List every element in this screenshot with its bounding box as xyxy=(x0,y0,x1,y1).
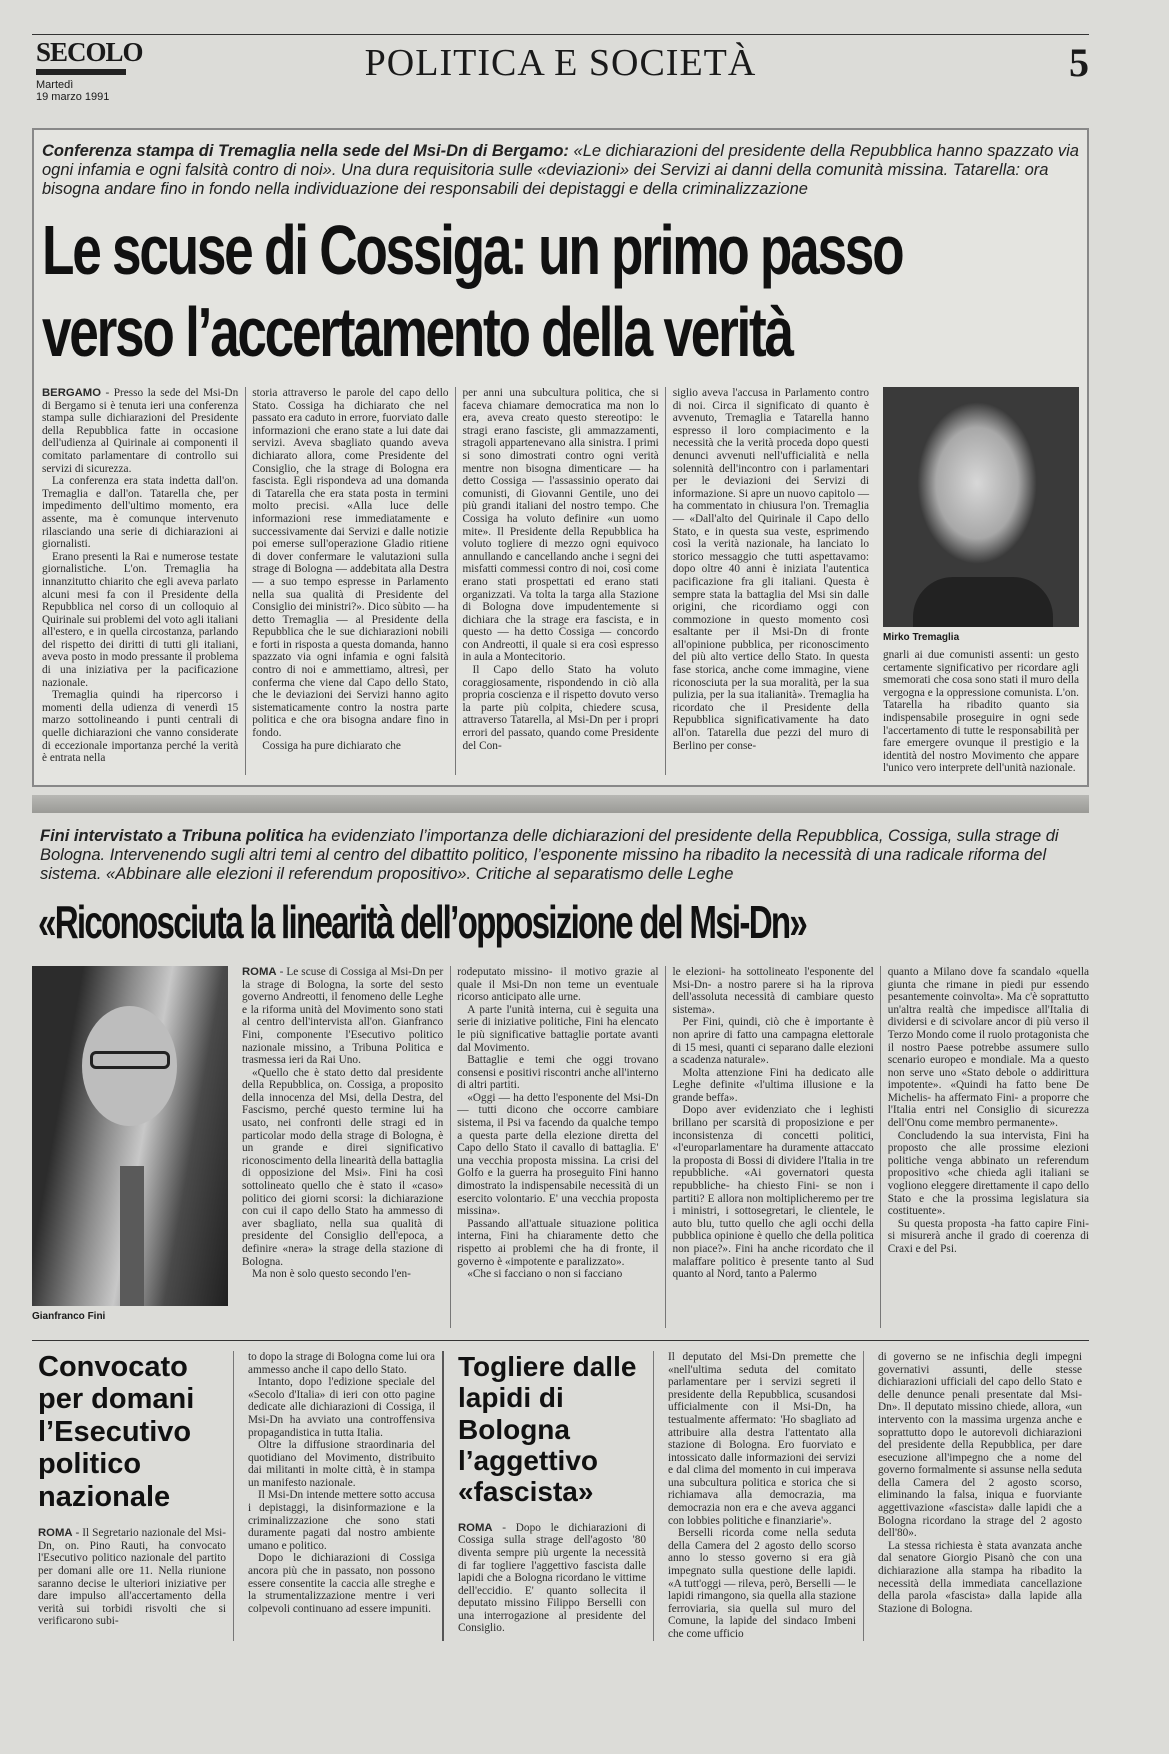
paragraph: La stessa richiesta è stata avanzata anche dal senatore Giorgio Pisanò che con una dichiarazione alla stampa ha ribadito la necessità della immediata cancellazione della parola «fascista» dalla lapide alla Stazione di Bologna. xyxy=(878,1539,1082,1615)
paragraph: Il deputato del Msi-Dn premette che «nell'ultima seduta del comitato parlamentare per i servizi segreti il presidente della Repubblica, scusandosi ufficialmente con il Msi-Dn, ha testualmente affermato: 'Ho sbagliato ad attribuire alla destra l'attentato alla stazione di Bologna. Ero fuorviato e intossicato dalle informazioni dei servizi e dal clima del momento in cui imperava una subcultura politica e storica che si richiamava alla democrazia, ma democrazia non era e che aveva agganci con lobbies politiche e finanziarie'». xyxy=(668,1350,856,1527)
dateline: BERGAMO xyxy=(42,387,101,399)
paragraph: Cossiga ha pure dichiarato che xyxy=(262,739,401,752)
paragraph: A parte l'unità interna, cui è seguita una serie di iniziative politiche, Fini ha elencato le più significative battaglie portate avanti dal Movimento. xyxy=(457,1003,659,1054)
paragraph: to dopo la strage di Bologna come lui ora ammesso anche il capo dello Stato. xyxy=(248,1350,435,1376)
article2-headline xyxy=(32,894,1089,952)
deck-lead: Conferenza stampa di Tremaglia nella sede del Msi-Dn di Bergamo: xyxy=(42,142,569,160)
paragraph-text: - Le scuse di Cossiga al Msi-Dn per la strage di Bologna, la sorte del sesto governo Andreotti, il fenomeno delle Leghe e la riforma unità del Movimento sono stati al centro dell'intervista all'on. Gianfranco Fini, componente l'Esecutivo politico nazionale missino, a Tribuna Politica e trasmessa ieri da Rai Uno. xyxy=(242,965,444,1067)
paragraph: Oltre la diffusione straordinaria del quotidiano del Movimento, distribuito dai militanti in molte città, è in stampa un manifesto nazionale. xyxy=(248,1439,435,1489)
paragraph: Erano presenti la Rai e numerose testate giornalistiche. L'on. Tremaglia ha innanzitutto chiarito che egli aveva parlato alcuni mesi fa con il Presidente della Repubblica nel corso di un colloquio al Quirinale sui problemi del voto agli italiani all'estero, e in quella circostanza, parlando del rispetto dei diritti di tutti gli italiani, aveva posto in modo pressante il problema di una iniziativa per la pacificazione nazionale. xyxy=(42,550,239,689)
paragraph: storia attraverso le parole del capo dello Stato. Cossiga ha dichiarato che nel passato era caduto in errore, fuorviato dalle informazioni che erano state a lui date dai servizi. Aveva sbagliato quando aveva dichiarato allora, come Presidente del Consiglio, che la strage di Bologna era fascista. Egli rispondeva ad una domanda di Tatarella che era stata posta in termini molto precisi. «Alla luce delle informazioni rese immediatamente e successivamente dai Servizi e dalle notizie poi emerse sull'operazione Gladio ritiene di dover confermare le valutazioni sulla strage di Bologna — addebitata alla Destra — a suo tempo espresse in Parlamento nella sua qualità di Presidente del Consiglio dei ministri?». Dico sùbito — ha detto Tremaglia — al Presidente della Repubblica che le sue dichiarazioni nobili e forti in risposta a questa domanda, hanno spazzato via ogni infamia e ogni falsità contro di noi e ammettiamo, altresì, per conferma che viene dal Capo dello Stato, che le deviazioni dei Servizi hanno agito sistematicamente contro la nostra parte politica e che ora bisogna andare fino in fondo. xyxy=(252,387,449,740)
deck-rest: «Le dichiarazioni del presidente della Repubblica hanno spazzato via ogni infamia e ogni falsità contro di noi». Una dura requisitoria sulle «deviazioni» dei Servizi ai danni della comunità missina. Tatarella: ora bisogna andare fino in fondo nella individuazione dei responsabili dei depistaggi e della criminalizzazione xyxy=(42,142,1079,198)
article1-column-5 xyxy=(883,649,1079,775)
article3-column-2 xyxy=(248,1351,444,1641)
paragraph: gnarli ai due comunisti assenti: un gesto certamente significativo per ricordare agli smemorati che cosa sono stati il muro della vergogna e la oppressione comunista. L'on. Tatarella ha ribadito quanto sia indispensabile proseguire in ogni sede l'accertamento di tutte le responsabilità per fare emergere ovunque il prestigio e la identità del nostro Movimento che appare l'unico vero interprete dell'unità nazionale. xyxy=(883,649,1079,775)
issue-day: Martedì xyxy=(36,79,74,91)
headline-line: verso l’accertamento della verità xyxy=(42,293,792,371)
paragraph: Battaglie e temi che oggi trovano consensi e positivi riscontri anche all'interno di altri partiti. xyxy=(457,1054,659,1092)
paragraph: Su questa proposta -ha fatto capire Fini- si misurerà anche il grado di coerenza di Craxi e del Psi. xyxy=(887,1217,1089,1255)
paragraph: quanto a Milano dove fa scandalo «quella giunta che rimane in piedi pur essendo pesantemente coinvolta». Ma c'è soprattutto un'altra realtà che impedisce all'Italia di dividersi e di scivolare ancor di più verso il Terzo Mondo come il ruolo protagonista che il nostro Paese potrebbe assumere sullo scenario europeo e mondiale. Ma a questo non serve uno «Stato debole o addirittura impotente». «Quindi ha fatto bene De Michelis- ha affermato Fini- a proporre che l'Italia entri nel Consiglio di sicurezza dell'Onu come membro permanente». xyxy=(887,965,1089,1130)
photo-gianfranco-fini xyxy=(32,966,228,1306)
paragraph xyxy=(242,966,443,1067)
paragraph: siglio aveva l'accusa in Parlamento contro di noi. Circa il significato di quanto è avvenuto, Tremaglia e Tatarella hanno espresso il loro compiacimento e la necessità che la verità proceda dopo questi denunci avvenuti nell'ufficialità e nella solennità dell'incontro con i parlamentari per le deviazioni dei Servizi di informazione. Si apre un nuovo capitolo — ha commentato in chiusura l'on. Tremaglia — «Dall'alto del Quirinale il Capo dello Stato, e in questa sua veste, esprimendo così la verità nazionale, ha lanciato lo storico messaggio che tutti aspettavamo: dopo oltre 40 anni è iniziata l'autentica pacificazione fra gli italiani. Questa è sempre stata la battaglia del Msi sin dalle origini, che ricordiamo oggi con commozione in questo momento così esaltante per il Msi-Dn di fronte all'opinione pubblica, per riconoscimento del più alto vertice dello Stato. In questa fase storica, anche come immagine, viene riconosciuta per la sua moralità, per la sua pulizia, per la sua italianità». Tremaglia ha ricordato che il Presidente della Repubblica significativamente ha dato all'on. Tatarella due pezzi del muro di Berlino per conse- xyxy=(672,387,869,752)
section-title: POLITICA E SOCIETÀ xyxy=(364,42,757,84)
article2-body xyxy=(242,966,1089,1328)
paragraph: «Che si facciano o non si facciano xyxy=(467,1268,623,1281)
article3-headline: Convocato per domani l’Esecutivo politico nazionale xyxy=(38,1350,195,1513)
paragraph: Dopo aver evidenziato che i leghisti brillano per scarsità di proposizione e per inconsistenza di concetti politici, «l'europarlamentare ha duramente attaccato la proposta di Bossi di dividere l'Italia in tre repubbliche. «Ai governatori questa repubbliche- ha chiesto Fini- se non i partiti? E allora non moltiplicheremo per tre i ministri, i sottosegretari, le clientele, le auto blu, tutto quello che agli occhi della pubblica opinione è quello che della politica non piace?». Fini ha anche ricordato che il malaffare politico è presente tanto al Sud quanto al Nord, tanto a Palermo xyxy=(672,1104,874,1281)
article2-photo-block xyxy=(32,966,228,1328)
dateline: ROMA xyxy=(242,965,277,978)
paragraph: Concludendo la sua intervista, Fini ha proposto che alle prossime elezioni politiche venga abbinato un referendum propositivo «che chieda agli italiani se vogliono eleggere direttamente il capo dello Stato e che la prossima legislatura sia costituente». xyxy=(887,1129,1089,1218)
headline-line: «Riconosciuta la linearità dell’opposizione del Msi-Dn» xyxy=(38,895,807,948)
paragraph xyxy=(42,387,238,475)
article4-column-3 xyxy=(878,1351,1089,1641)
article3-column-1 xyxy=(38,1351,234,1641)
article2-deck xyxy=(32,827,1089,884)
paragraph xyxy=(458,1522,646,1635)
paragraph: «Oggi — ha detto l'esponente del Msi-Dn — tutti dicono che occorre cambiare sistema, il Psi va facendo da qualche tempo a questa parte della elezione diretta del Capo dello Stato il cavallo di battaglia. E' una vecchia proposta missina. La crisi del Golfo e la guerra ha proseguito Fini hanno dimostrato la indispensabile necessità di un esercito volontario. E' una vecchia proposta missina». xyxy=(457,1091,659,1218)
paragraph: Dopo le dichiarazioni di Cossiga ancora più che in passato, non possono essere consentite la caccia alle streghe e la strumentalizzazione mentre i veri colpevoli continuano ad essere impuniti. xyxy=(248,1552,435,1615)
paragraph: rodeputato missino- il motivo grazie al quale il Msi-Dn non teme un eventuale ricorso anticipato alle urne. xyxy=(457,965,659,1004)
paragraph xyxy=(38,1527,226,1628)
photo-mirko-tremaglia xyxy=(883,387,1079,627)
paragraph: per anni una subcultura politica, che si faceva chiamare democratica ma non lo era, aveva creato questo stereotipo: le stragi erano fasciste, gli ammazzamenti, stragoli appartenevano alla sinistra. I primi si sono dimostrati contro ogni verità mentre non bisogna dimenticare — ha detto Cossiga — l'assassinio operato dai comunisti, di Giovanni Gentile, uno dei più grandi italiani del nostro tempo. Che Cossiga ha voluto definire «un uomo mite». Il Presidente della Repubblica ha voluto togliere di mezzo ogni equivoco annullando e cancellando anche i segni dei misfatti commessi contro di noi, così come erano stati prospettati ed erano stati organizzati. Va tolta la targa alla Stazione di Bologna dove impudentemente si dichiara che la strage era fascista, e in questo — ha detto Cossiga — concordo con Andreotti, il quale si era così espresso in aula a Montecitorio. xyxy=(462,387,659,664)
page-number: 5 xyxy=(1069,40,1089,85)
deck-lead: Fini intervistato a Tribuna politica xyxy=(40,826,304,845)
article4-column-1 xyxy=(458,1351,654,1641)
paragraph: Intanto, dopo l'edizione speciale del «Secolo d'Italia» di ieri con otto pagine dedicate alle dichiarazioni di Cossiga, il Msi-Dn ha avviato una controffensiva propagandistica in tutta Italia. xyxy=(248,1376,435,1439)
paragraph: La conferenza era stata indetta dall'on. Tremaglia e dall'on. Tatarella che, per impedimento dell'ultimo momento, era assente, ma è comunque intervenuto rilasciando una serie di dichiarazioni ai giornalisti. xyxy=(42,475,239,551)
newspaper-logo: SECOLO xyxy=(36,37,143,67)
paragraph: Per Fini, quindi, ciò che è importante è non aprire di fatto una campagna elettorale di 15 mesi, quanti ci separano dalle elezioni a scadenza naturale». xyxy=(672,1016,874,1067)
article4-headline: Togliere dalle lapidi di Bologna l’aggettivo «fascista» xyxy=(458,1350,637,1508)
article-tremaglia xyxy=(32,128,1089,787)
headline-line: Le scuse di Cossiga: un primo passo xyxy=(42,211,903,289)
paragraph-text: - Presso la sede del Msi-Dn di Bergamo si è tenuta ieri una conferenza stampa sulle dichiarazioni del Presidente della Repubblica fatte in occasione dell'udienza al Quirinale ai componenti il comitato parlamentare di controllo sui servizi di sicurezza. xyxy=(42,387,239,475)
article1-body xyxy=(42,387,869,775)
paragraph: Il Capo dello Stato ha voluto coraggiosamente, rispondendo in ciò alla propria coscienza e il rispetto dovuto verso la parte più colpita, chiedere scusa, attraverso Tatarella, al Msi-Dn per i propri errori del passato, quando come Presidente del Con- xyxy=(462,664,659,752)
paragraph: Ma non è solo questo secondo l'en- xyxy=(252,1268,411,1281)
paragraph: «Quello che è stato detto dal presidente della Repubblica, on. Cossiga, a proposito della innocenza del Msi, della Destra, del Fascismo, perché questo termine lui ha usato, nei confronti delle stragi ed in particolar modo della strage di Bologna, è un grande e direi significativo riconoscimento della linearità della battaglia di opposizione del Msi». Fini ha così sottolineato quello che è stato il «caso» politico dei giorni scorsi: la dichiarazione con cui il capo dello Stato ha ammesso di aver sbagliato, nella sua qualità di presidente del Consiglio dell'epoca, a definire «nera» la strage della stazione di Bologna. xyxy=(242,1066,444,1268)
photo-caption: Mirko Tremaglia xyxy=(883,632,960,643)
paragraph: Molta attenzione Fini ha dedicato alle Leghe definite «l'ultima illusione e la grande beffa». xyxy=(672,1066,874,1104)
paragraph: di governo se ne infischia degli impegni governativi assunti, delle stesse dichiarazioni ufficiali del capo dello Stato e delle denunce penali presentate dal Msi-Dn». Il deputato missino chiede, allora, «un intervento con la massima urgenza anche e soprattutto dopo le autorevoli dichiarazioni del presidente della Repubblica, per dare esecuzione all'impegno che a nome del governo formalmente si assunse nella seduta della Camera del 2 agosto scorso, eliminando la falsa, iniqua e fuorviante aggettivazione «fascista» dalle lapidi che a Bologna ricordano la strage del 2 agosto dell'80». xyxy=(878,1350,1082,1540)
paragraph: Tremaglia quindi ha ripercorso i momenti della udienza di venerdì 15 marzo sottolineando i punti centrali di quelle dichiarazioni che vanno considerate di eccezionale importanza perché la verità è entrata nella xyxy=(42,689,239,765)
photo-caption: Gianfranco Fini xyxy=(32,1310,106,1322)
dateline: ROMA xyxy=(38,1527,73,1540)
paragraph: Berselli ricorda come nella seduta della Camera del 2 agosto dello scorso anno lo stesso governo si era già impegnato sulla questione delle lapidi. «A tutt'oggi — rileva, però, Berselli — le lapidi rimangono, sia quella alla stazione ferroviaria, sia quella sul muro del Comune, la lapide del sindaco Imbeni che come ufficio xyxy=(668,1527,856,1640)
masthead xyxy=(32,34,1089,120)
deck-rest: ha evidenziato l’importanza delle dichiarazioni del presidente della Repubblica, Cossiga, sulla strage di Bologna. Intervenendo sugli altri temi al centro del dibattito politico, l’esponente missino ha ribadito la necessità di una radicale riforma del sistema. «Abbinare alle elezioni il referendum propositivo». Critiche al separatismo delle Leghe xyxy=(40,826,1059,883)
paragraph-text: - Dopo le dichiarazioni di Cossiga sulla strage dell'agosto '80 diventa sempre più urgente la necessità di far togliere l'aggettivo fascista dalle lapidi che a Bologna ricordano le vittime dell'eccidio. E' quanto sollecita il deputato missino Filippo Berselli con una interrogazione al presidente del Consiglio. xyxy=(458,1521,646,1635)
bottom-section xyxy=(32,1340,1089,1641)
paragraph: le elezioni- ha sottolineato l'esponente del Msi-Dn- a nostro parere si ha la riprova dell'assoluta necessità di cambiare questo sistema». xyxy=(672,965,874,1016)
article4-column-2 xyxy=(668,1351,864,1641)
article1-deck xyxy=(42,142,1079,199)
paragraph: Passando all'attuale situazione politica interna, Fini ha chiaramente detto che rispetto ai problemi che ha di fronte, il governo è «impotente e paralizzato». xyxy=(457,1217,659,1268)
article1-sidebar xyxy=(883,387,1079,775)
separator-bar xyxy=(32,795,1089,813)
paragraph-text: - Il Segretario nazionale del Msi-Dn, on. Pino Rauti, ha convocato l'Esecutivo politico nazionale del partito per domani alle ore 11. Nella riunione saranno decise le ulteriori iniziative per dare impulso all'accertamento della verità sui torbidi risvolti che si verificarono subi- xyxy=(38,1527,226,1628)
dateline: ROMA xyxy=(458,1521,493,1534)
paragraph: Il Msi-Dn intende mettere sotto accusa i depistaggi, la disinformazione e la criminalizzazione che sono stati duramente pagati dal nostro ambiente umano e politico. xyxy=(248,1489,435,1552)
issue-date-text: 19 marzo 1991 xyxy=(36,91,110,103)
article1-headline xyxy=(42,209,1079,373)
